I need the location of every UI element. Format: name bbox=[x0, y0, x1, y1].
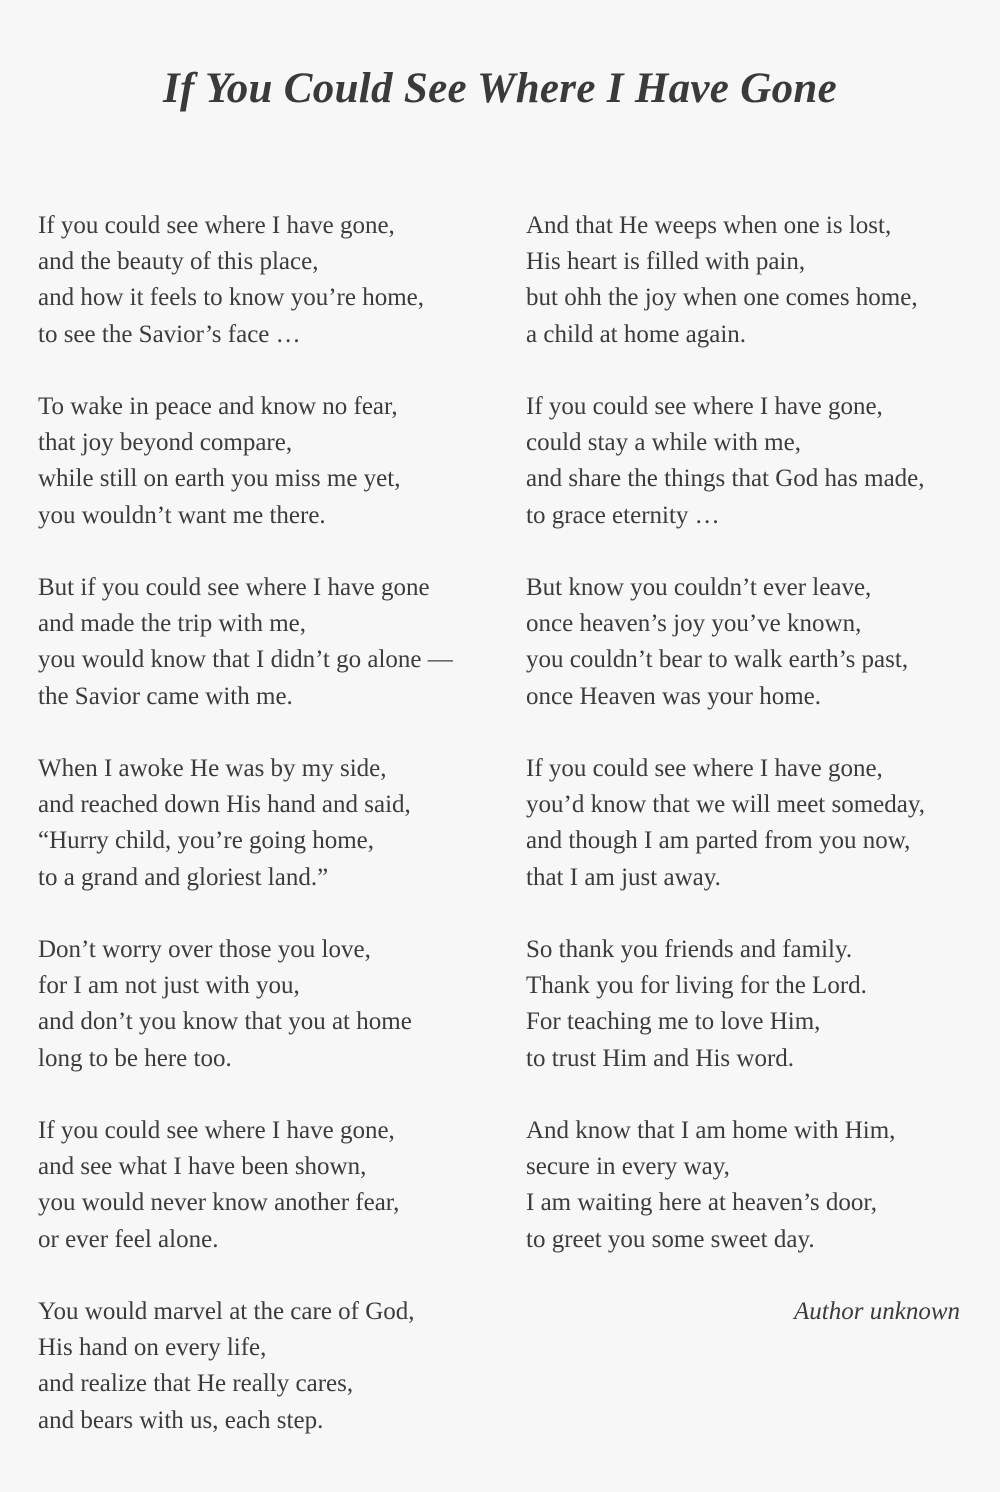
stanza bbox=[38, 208, 498, 389]
poem-line: You would marvel at the care of God, bbox=[38, 1298, 415, 1325]
poem-line: If you could see where I have gone, bbox=[526, 755, 883, 782]
poem-line: and the beauty of this place, bbox=[38, 248, 319, 276]
poem-line: a child at home again. bbox=[526, 320, 747, 348]
poem-line: once Heaven was your home. bbox=[526, 682, 822, 710]
stanza bbox=[526, 1113, 966, 1294]
poem-line: If you could see where I have gone, bbox=[526, 393, 883, 420]
poem-line: And that He weeps when one is lost, bbox=[526, 212, 892, 239]
poem-line: long to be here too. bbox=[38, 1044, 232, 1072]
poem-line: For teaching me to love Him, bbox=[526, 1008, 821, 1036]
poem-line: you would know that I didn’t go alone — bbox=[38, 646, 453, 674]
author-credit: Author unknown bbox=[794, 1298, 960, 1325]
poem-line: that I am just away. bbox=[526, 863, 721, 891]
poem-line: while still on earth you miss me yet, bbox=[38, 465, 401, 493]
poem-line: you would never know another fear, bbox=[38, 1189, 400, 1217]
stanza bbox=[38, 751, 498, 932]
stanza bbox=[38, 1113, 498, 1294]
poem-line: Thank you for living for the Lord. bbox=[526, 972, 867, 1000]
poem-line: His heart is filled with pain, bbox=[526, 248, 806, 276]
poem-line: secure in every way, bbox=[526, 1153, 730, 1181]
poem-line: But if you could see where I have gone bbox=[38, 574, 430, 601]
poem-line: and reached down His hand and said, bbox=[38, 791, 411, 819]
stanza bbox=[526, 751, 966, 932]
poem-line: and bears with us, each step. bbox=[38, 1406, 324, 1434]
poem-line: and realize that He really cares, bbox=[38, 1370, 354, 1398]
poem-line: And know that I am home with Him, bbox=[526, 1117, 896, 1144]
poem-line: to grace eternity … bbox=[526, 501, 720, 529]
stanza bbox=[526, 208, 966, 389]
poem-line: Don’t worry over those you love, bbox=[38, 936, 371, 963]
poem-line: and though I am parted from you now, bbox=[526, 827, 911, 855]
poem-line: to see the Savior’s face … bbox=[38, 320, 301, 348]
poem-line: to a grand and gloriest land.” bbox=[38, 863, 329, 891]
left-column bbox=[38, 208, 498, 1475]
stanza bbox=[38, 389, 498, 570]
stanza bbox=[526, 932, 966, 1113]
stanza bbox=[38, 570, 498, 751]
poem-line: to greet you some sweet day. bbox=[526, 1225, 815, 1253]
poem-line: you wouldn’t want me there. bbox=[38, 501, 326, 529]
poem-line: you couldn’t bear to walk earth’s past, bbox=[526, 646, 909, 674]
poem-line: to trust Him and His word. bbox=[526, 1044, 795, 1072]
poem-line: for I am not just with you, bbox=[38, 972, 300, 1000]
poem-line: I am waiting here at heaven’s door, bbox=[526, 1189, 877, 1217]
poem-line: and see what I have been shown, bbox=[38, 1153, 367, 1181]
stanza bbox=[526, 570, 966, 751]
poem-line: but ohh the joy when one comes home, bbox=[526, 284, 918, 312]
right-column bbox=[526, 208, 966, 1294]
stanza bbox=[38, 1294, 498, 1475]
poem-line: When I awoke He was by my side, bbox=[38, 755, 387, 782]
poem-line: and don’t you know that you at home bbox=[38, 1008, 412, 1036]
poem-line: that joy beyond compare, bbox=[38, 429, 293, 457]
poem-line: “Hurry child, you’re going home, bbox=[38, 827, 375, 855]
stanza bbox=[526, 389, 966, 570]
poem-line: If you could see where I have gone, bbox=[38, 1117, 395, 1144]
poem-line: the Savior came with me. bbox=[38, 682, 293, 710]
poem-line: or ever feel alone. bbox=[38, 1225, 219, 1253]
poem-line: But know you couldn’t ever leave, bbox=[526, 574, 872, 601]
poem-line: To wake in peace and know no fear, bbox=[38, 393, 398, 420]
poem-line: and share the things that God has made, bbox=[526, 465, 925, 493]
stanza bbox=[38, 932, 498, 1113]
poem-line: could stay a while with me, bbox=[526, 429, 801, 457]
poem-line: and how it feels to know you’re home, bbox=[38, 284, 425, 312]
poem-line: you’d know that we will meet someday, bbox=[526, 791, 925, 819]
poem-line: So thank you friends and family. bbox=[526, 936, 853, 963]
poem-title: If You Could See Where I Have Gone bbox=[163, 65, 837, 112]
poem-line: once heaven’s joy you’ve known, bbox=[526, 610, 862, 638]
poem-line: His hand on every life, bbox=[38, 1334, 267, 1362]
poem-line: and made the trip with me, bbox=[38, 610, 306, 638]
poem-line: If you could see where I have gone, bbox=[38, 212, 395, 239]
